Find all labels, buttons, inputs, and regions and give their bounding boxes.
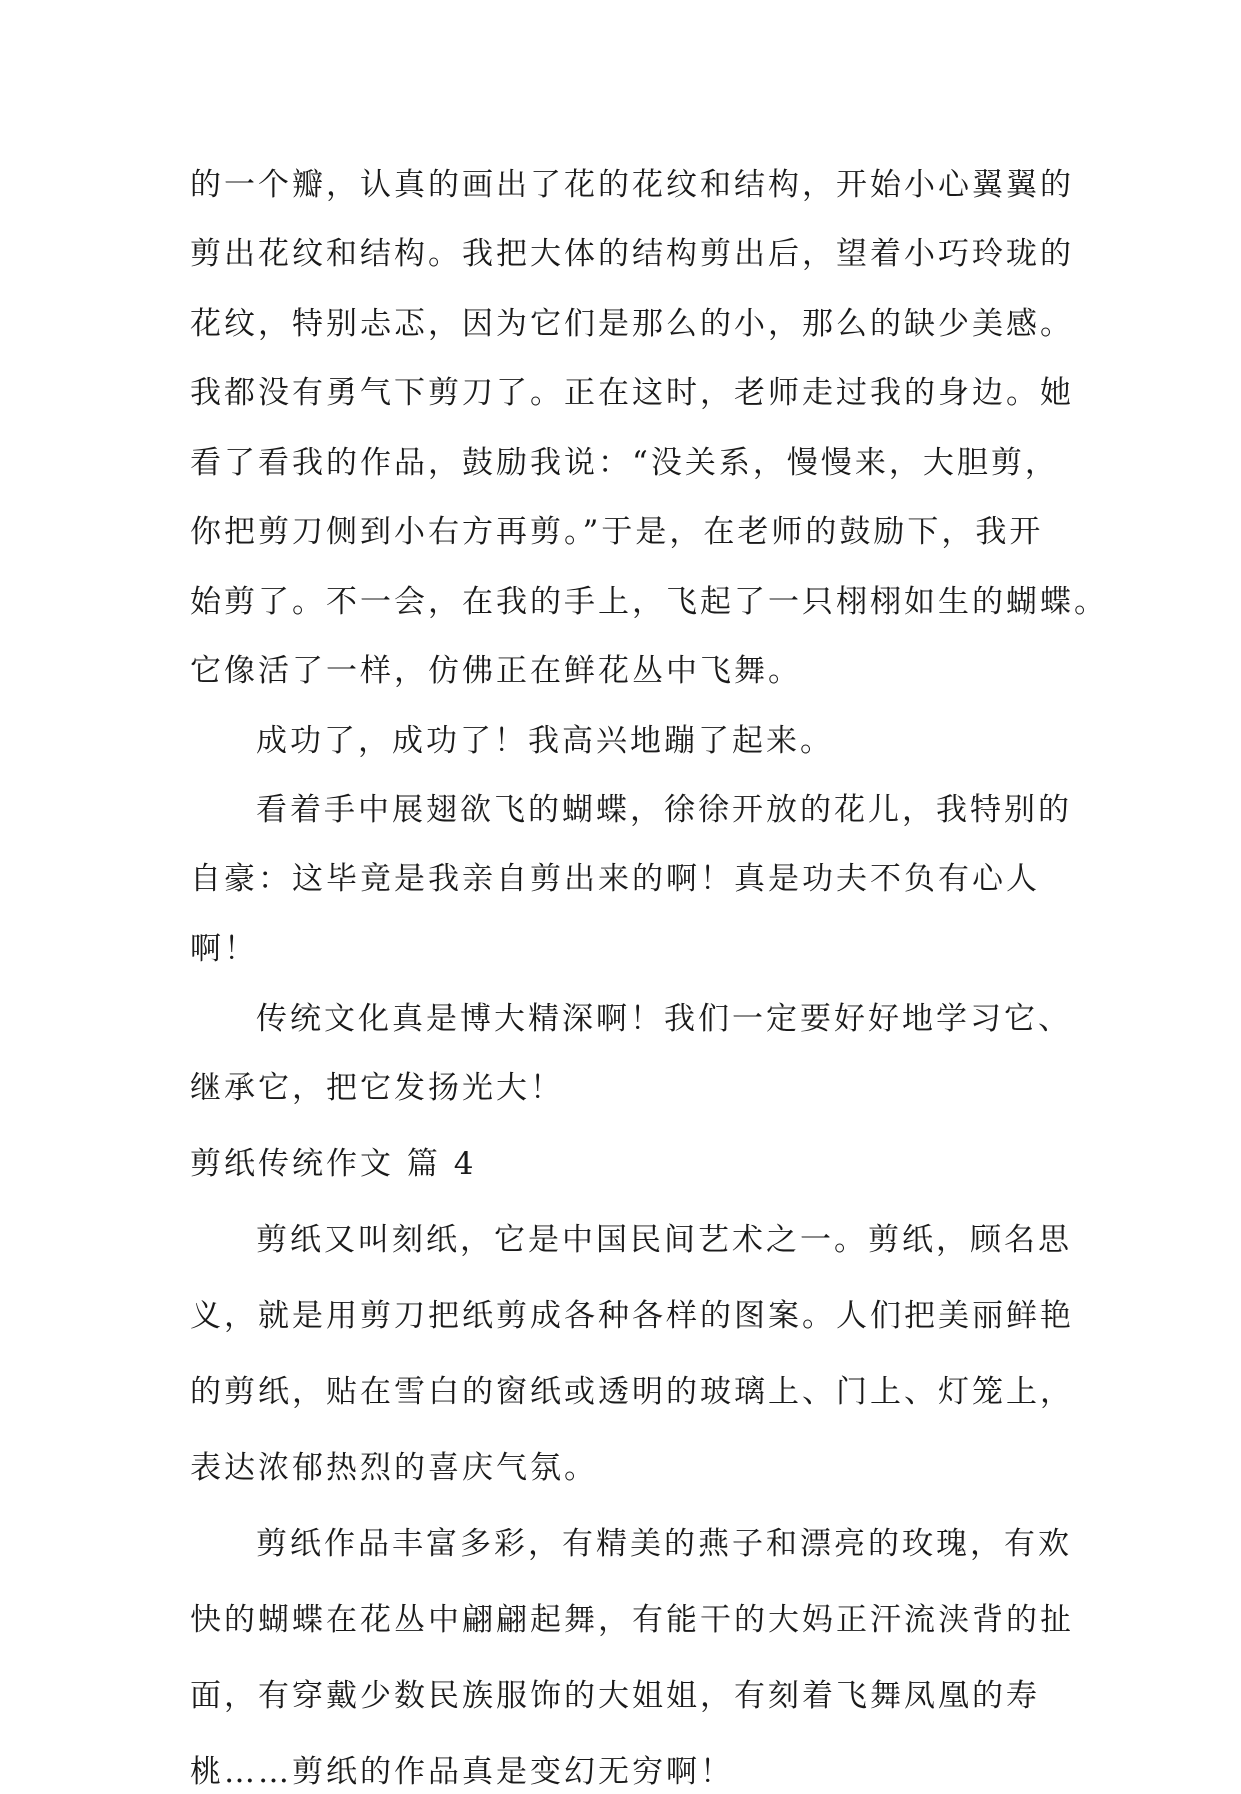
text-line: 看了看我的作品，鼓励我说：“没关系，慢慢来，大胆剪， — [190, 445, 1059, 481]
text-line: 它像活了一样，仿佛正在鲜花丛中飞舞。 — [190, 653, 802, 689]
paragraph-first-line: 成功了，成功了！我高兴地蹦了起来。 — [256, 723, 834, 759]
text-line: 快的蝴蝶在花丛中翩翩起舞，有能干的大妈正汗流浃背的扯 — [190, 1602, 1074, 1638]
text-line: 啊！ — [190, 931, 258, 967]
paragraph-first-line: 剪纸作品丰富多彩，有精美的燕子和漂亮的玫瑰，有欢 — [256, 1526, 1072, 1562]
text-line: 表达浓郁热烈的喜庆气氛。 — [190, 1450, 598, 1486]
text-line: 的剪纸，贴在雪白的窗纸或透明的玻璃上、门上、灯笼上， — [190, 1374, 1074, 1410]
text-line: 继承它，把它发扬光大！ — [190, 1070, 564, 1106]
text-line: 你把剪刀侧到小右方再剪。”于是，在老师的鼓励下，我开 — [190, 514, 1044, 550]
text-line: 义，就是用剪刀把纸剪成各种各样的图案。人们把美丽鲜艳 — [190, 1298, 1074, 1334]
text-line: 剪出花纹和结构。我把大体的结构剪出后，望着小巧玲珑的 — [190, 236, 1074, 272]
paragraph-first-line: 看着手中展翅欲飞的蝴蝶，徐徐开放的花儿，我特别的 — [256, 792, 1072, 828]
text-line: 我都没有勇气下剪刀了。正在这时，老师走过我的身边。她 — [190, 375, 1074, 411]
text-line: 花纹，特别忐忑，因为它们是那么的小，那么的缺少美感。 — [190, 306, 1074, 342]
text-line: 的一个瓣，认真的画出了花的花纹和结构，开始小心翼翼的 — [190, 167, 1074, 203]
paragraph-first-line: 传统文化真是博大精深啊！我们一定要好好地学习它、 — [256, 1001, 1072, 1037]
text-line: 面，有穿戴少数民族服饰的大姐姐，有刻着飞舞凤凰的寿 — [190, 1678, 1040, 1714]
text-line: 自豪：这毕竟是我亲自剪出来的啊！真是功夫不负有心人 — [190, 861, 1040, 897]
text-line: 桃……剪纸的作品真是变幻无穷啊！ — [190, 1754, 734, 1790]
text-line: 始剪了。不一会，在我的手上，飞起了一只栩栩如生的蝴蝶。 — [190, 584, 1108, 620]
section-heading: 剪纸传统作文 篇 4 — [190, 1146, 477, 1182]
paragraph-first-line: 剪纸又叫刻纸，它是中国民间艺术之一。剪纸，顾名思 — [256, 1222, 1072, 1258]
